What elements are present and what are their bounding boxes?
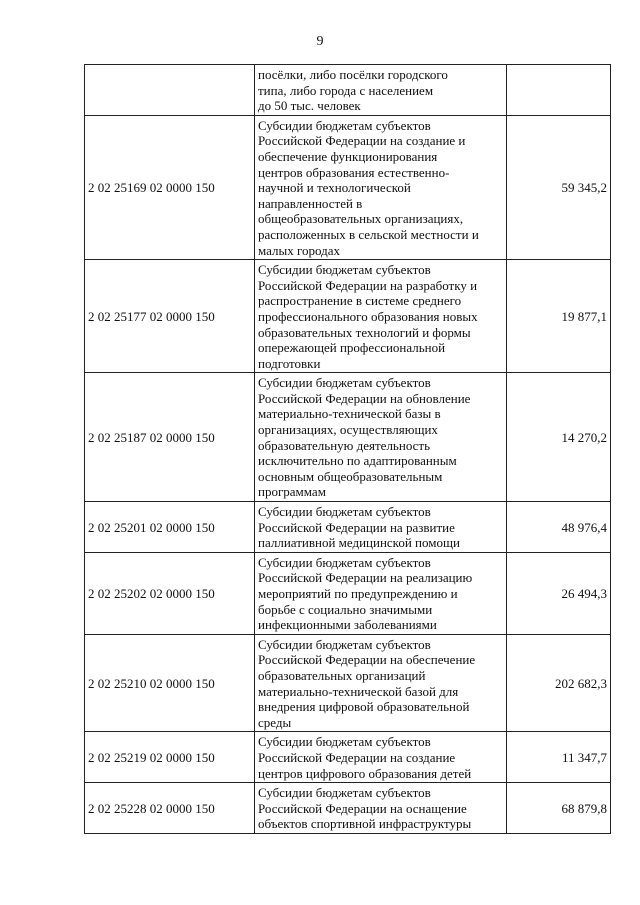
table-row (85, 260, 611, 373)
budget-revenue-table (84, 64, 611, 834)
amount-cell: 26 494,3 (507, 552, 611, 634)
subsidy-name-line: Российской Федерации на разработку и (258, 277, 478, 293)
subsidy-name-line: центров цифрового образования детей (258, 765, 472, 781)
subsidy-name-line: Субсидии бюджетам субъектов (258, 117, 431, 133)
table-row (85, 783, 611, 834)
table-row (85, 502, 611, 553)
subsidy-name-cell (255, 373, 507, 502)
budget-code-cell: 2 02 25219 02 0000 150 (85, 732, 255, 783)
subsidy-name-line: Российской Федерации на реализацию (258, 570, 473, 586)
subsidy-name-cell (255, 552, 507, 634)
budget-code-cell: 2 02 25210 02 0000 150 (85, 634, 255, 732)
amount-cell: 48 976,4 (507, 502, 611, 553)
budget-code-cell: 2 02 25169 02 0000 150 (85, 115, 255, 259)
subsidy-name-line: образовательных технологий и формы (258, 324, 471, 340)
subsidy-name-cell (255, 783, 507, 834)
subsidy-name-line: Российской Федерации на оснащение (258, 800, 467, 816)
subsidy-name-cell (255, 732, 507, 783)
subsidy-name-line: опережающей профессиональной (258, 340, 446, 356)
subsidy-name-line: борьбе с социально значимыми (258, 601, 433, 617)
budget-code-cell: 2 02 25187 02 0000 150 (85, 373, 255, 502)
table-body (85, 65, 611, 834)
subsidy-name-line: Российской Федерации на создание и (258, 133, 466, 149)
table-row (85, 634, 611, 732)
subsidy-name-line: Субсидии бюджетам субъектов (258, 262, 431, 278)
subsidy-name-line: Российской Федерации на обеспечение (258, 652, 476, 668)
subsidy-name-line: направленностей в (258, 195, 363, 211)
subsidy-name-line: материально-технической базы в (258, 406, 441, 422)
subsidy-name-line: основным общеобразовательным (258, 468, 443, 484)
subsidy-name-line: расположенных в сельской местности и (258, 226, 479, 242)
subsidy-name-line: Субсидии бюджетам субъектов (258, 734, 431, 750)
subsidy-name-line: Субсидии бюджетам субъектов (258, 375, 431, 391)
subsidy-name-line: центров образования естественно- (258, 164, 450, 180)
budget-code-cell: 2 02 25177 02 0000 150 (85, 260, 255, 373)
subsidy-name-line: Субсидии бюджетам субъектов (258, 785, 431, 801)
subsidy-name-line: объектов спортивной инфраструктуры (258, 816, 472, 832)
budget-code-cell (85, 65, 255, 116)
table-row (85, 732, 611, 783)
subsidy-name-line: образовательную деятельность (258, 437, 431, 453)
subsidy-name-line: организациях, осуществляющих (258, 422, 438, 438)
table-row (85, 552, 611, 634)
table-row (85, 65, 611, 116)
budget-code-cell: 2 02 25202 02 0000 150 (85, 552, 255, 634)
subsidy-name-line: программам (258, 484, 326, 500)
subsidy-name-line: инфекционными заболеваниями (258, 617, 437, 633)
subsidy-name-cell (255, 260, 507, 373)
subsidy-name-line: Субсидии бюджетам субъектов (258, 554, 431, 570)
budget-code-cell: 2 02 25201 02 0000 150 (85, 502, 255, 553)
amount-cell: 68 879,8 (507, 783, 611, 834)
page-number: 9 (316, 34, 324, 49)
subsidy-name-line: общеобразовательных организациях, (258, 211, 464, 227)
amount-cell: 19 877,1 (507, 260, 611, 373)
amount-cell: 11 347,7 (507, 732, 611, 783)
subsidy-name-line: до 50 тыс. человек (258, 98, 361, 114)
table-row (85, 115, 611, 259)
subsidy-name-cell (255, 502, 507, 553)
subsidy-name-line: паллиативной медицинской помощи (258, 535, 460, 551)
table-row (85, 373, 611, 502)
subsidy-name-line: распространение в системе среднего (258, 293, 462, 309)
subsidy-name-line: Российской Федерации на создание (258, 749, 456, 765)
subsidy-name-line: малых городах (258, 242, 341, 258)
subsidy-name-line: Российской Федерации на развитие (258, 519, 455, 535)
subsidy-name-cell (255, 634, 507, 732)
amount-cell (507, 65, 611, 116)
subsidy-name-line: исключительно по адаптированным (258, 453, 457, 469)
subsidy-name-line: мероприятий по предупреждению и (258, 586, 458, 601)
subsidy-name-line: среды (258, 714, 292, 730)
subsidy-name-line: Субсидии бюджетам субъектов (258, 636, 431, 652)
budget-code-cell: 2 02 25228 02 0000 150 (85, 783, 255, 834)
subsidy-name-line: материально-технической базой для (258, 683, 459, 699)
amount-cell: 14 270,2 (507, 373, 611, 502)
subsidy-name-line: профессионального образования новых (258, 308, 478, 324)
subsidy-name-line: подготовки (258, 355, 321, 371)
subsidy-name-cell (255, 115, 507, 259)
subsidy-name-line: научной и технологической (258, 180, 411, 196)
subsidy-name-line: Российской Федерации на обновление (258, 390, 471, 406)
amount-cell: 59 345,2 (507, 115, 611, 259)
subsidy-name-line: Субсидии бюджетам субъектов (258, 504, 431, 520)
subsidy-name-line: посёлки, либо посёлки городского (258, 67, 448, 82)
subsidy-name-line: обеспечение функционирования (258, 148, 438, 164)
amount-cell: 202 682,3 (507, 634, 611, 732)
subsidy-name-line: типа, либо города с населением (258, 82, 434, 98)
subsidy-name-line: образовательных организаций (258, 667, 426, 683)
subsidy-name-line: внедрения цифровой образовательной (258, 699, 470, 715)
subsidy-name-cell (255, 65, 507, 116)
